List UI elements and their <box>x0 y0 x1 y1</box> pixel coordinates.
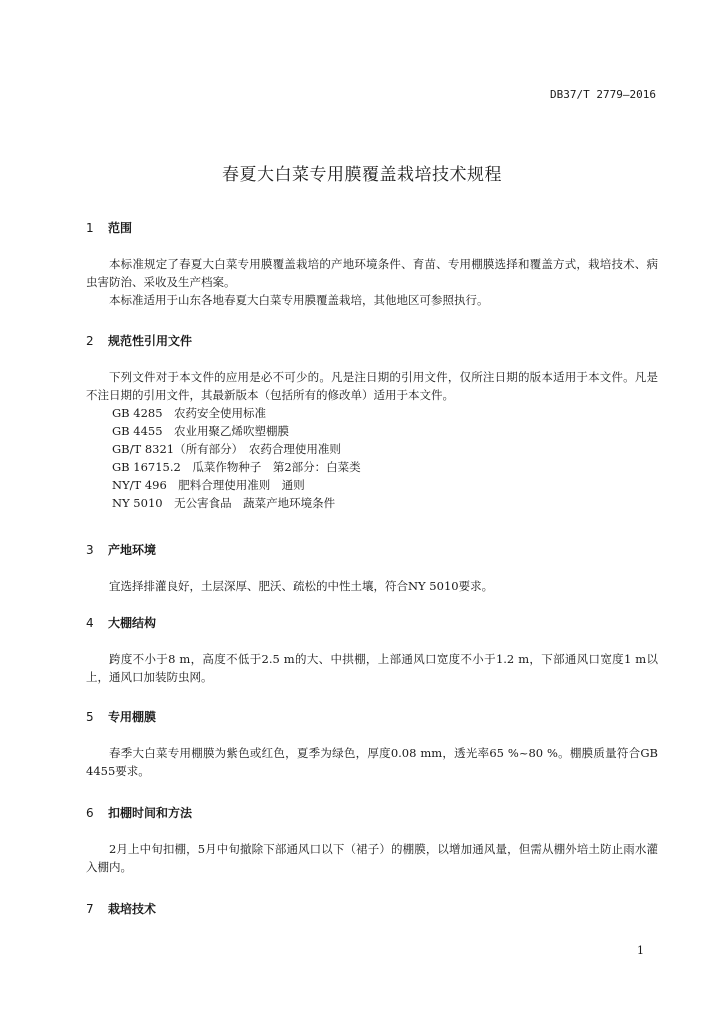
section-heading <box>86 900 658 918</box>
section-heading <box>86 804 658 822</box>
document-body <box>86 219 658 309</box>
section-number: 3 <box>86 543 94 557</box>
reference-item: GB 4455 农业用聚乙烯吹塑棚膜 <box>112 424 290 438</box>
section-title: 扣棚时间和方法 <box>108 806 193 820</box>
page-number: 1 <box>637 944 644 957</box>
paragraph: 本标准适用于山东各地春夏大白菜专用膜覆盖栽培，其他地区可参照执行。 <box>109 293 489 307</box>
section-3 <box>86 541 658 595</box>
paragraph: 本标准规定了春夏大白菜专用膜覆盖栽培的产地环境条件、育苗、专用棚膜选择和覆盖方式，栽培技术、病虫害防治、采收及生产档案。 <box>86 257 658 289</box>
paragraph: 2月上中旬扣棚，5月中旬撤除下部通风口以下（裙子）的棚膜，以增加通风量，但需从棚外培土防止雨水灌入棚内。 <box>86 842 658 874</box>
section-number: 4 <box>86 616 94 630</box>
section-5 <box>86 708 658 780</box>
document-title: 春夏大白菜专用膜覆盖栽培技术规程 <box>222 165 502 185</box>
section-heading <box>86 541 658 559</box>
section-title: 规范性引用文件 <box>108 334 193 348</box>
reference-item: GB 16715.2 瓜菜作物种子 第2部分：白菜类 <box>112 460 361 474</box>
paragraph: 宜选择排灌良好，土层深厚、肥沃、疏松的中性土壤，符合NY 5010要求。 <box>109 579 494 593</box>
section-number: 5 <box>86 710 94 724</box>
paragraph: 跨度不小于8 m，高度不低于2.5 m的大、中拱棚，上部通风口宽度不小于1.2 m，下部通风口宽度1 m以上，通风口加装防虫网。 <box>86 652 658 684</box>
section-6 <box>86 804 658 876</box>
section-title: 大棚结构 <box>108 616 157 630</box>
section-number: 1 <box>86 221 94 235</box>
section-title: 栽培技术 <box>108 902 157 916</box>
section-heading <box>86 614 658 632</box>
paragraph: 春季大白菜专用棚膜为紫色或红色，夏季为绿色，厚度0.08 mm，透光率65 %~80 %。棚膜质量符合GB 4455要求。 <box>86 746 658 778</box>
section-heading <box>86 332 658 350</box>
reference-item: NY/T 496 肥料合理使用准则 通则 <box>112 478 305 492</box>
reference-item: GB 4285 农药安全使用标准 <box>112 406 267 420</box>
section-title: 产地环境 <box>108 543 157 557</box>
section-heading <box>86 219 658 237</box>
section-1 <box>86 219 658 309</box>
section-title: 范围 <box>108 221 133 235</box>
section-4 <box>86 614 658 686</box>
section-2 <box>86 332 658 512</box>
section-number: 2 <box>86 334 94 348</box>
section-number: 7 <box>86 902 94 916</box>
section-number: 6 <box>86 806 94 820</box>
reference-item: GB/T 8321（所有部分） 农药合理使用准则 <box>112 442 341 456</box>
reference-item: NY 5010 无公害食品 蔬菜产地环境条件 <box>112 496 336 510</box>
paragraph: 下列文件对于本文件的应用是必不可少的。凡是注日期的引用文件，仅所注日期的版本适用于本文件。凡是不注日期的引用文件，其最新版本（包括所有的修改单）适用于本文件。 <box>86 370 658 402</box>
section-title: 专用棚膜 <box>108 710 157 724</box>
section-7 <box>86 900 658 918</box>
section-heading <box>86 708 658 726</box>
standard-code: DB37/T 2779—2016 <box>550 88 656 101</box>
